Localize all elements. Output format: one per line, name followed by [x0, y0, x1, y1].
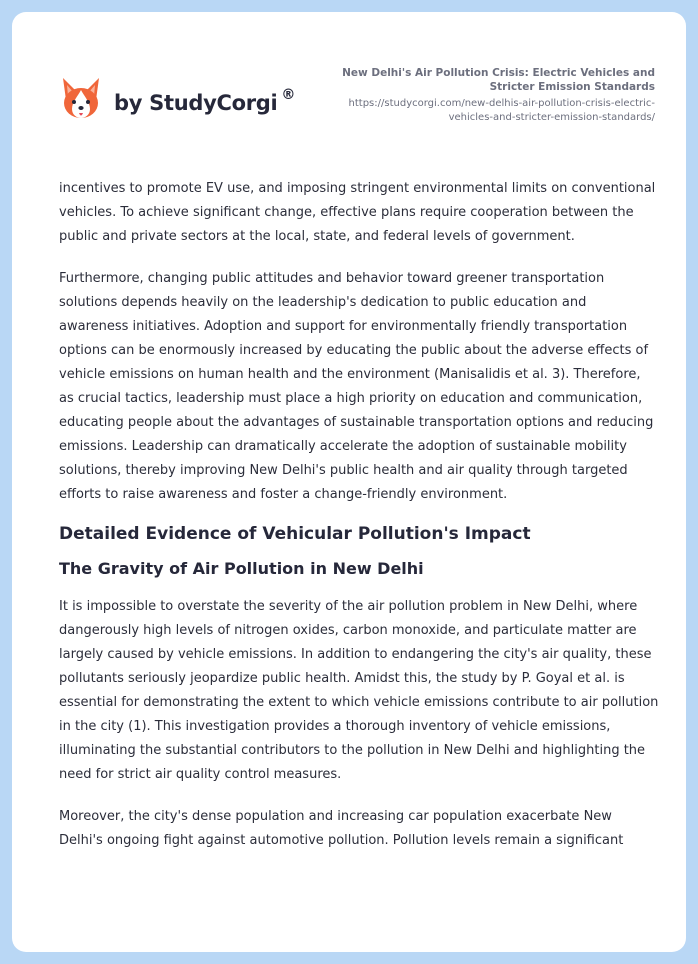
paragraph: incentives to promote EV use, and imposing stringent environmental limits on conventional vehicles. To achieve significant change, effective plans require cooperation between the public and private sectors at the local, state, and federal levels of government.: [59, 181, 656, 244]
corgi-logo-icon: [60, 76, 102, 122]
document-url[interactable]: https://studycorgi.com/new-delhis-air-pollution-crisis-electric-vehicles-and-stricter-emission-standards/: [348, 98, 655, 123]
section-heading: Detailed Evidence of Vehicular Pollution's Impact: [59, 524, 531, 544]
document-title: New Delhi's Air Pollution Crisis: Electric Vehicles and Stricter Emission Standards: [342, 67, 655, 93]
studycorgi-logo[interactable]: [60, 76, 295, 122]
paragraph: Moreover, the city's dense population and increasing car population exacerbate New Delhi's ongoing fight against automotive pollution. Pollution levels remain a significant: [59, 809, 624, 848]
brand-name: by StudyCorgi ®: [114, 87, 296, 115]
paragraph: It is impossible to overstate the severity of the air pollution problem in New Delhi, where dangerously high levels of nitrogen oxides, carbon monoxide, and particulate matter are largely caused by vehicle emissions. In addition to endangering the city's air quality, these pollutants seriously jeopardize public health. Amidst this, the study by P. Goyal et al. is essential for demonstrating the extent to which vehicle emissions contribute to air pollution in the city (1). This investigation provides a thorough inventory of vehicle emissions, illuminating the substantial contributors to the pollution in New Delhi and highlighting the need for strict air quality control measures.: [59, 599, 659, 782]
subsection-heading: The Gravity of Air Pollution in New Delhi: [59, 559, 424, 578]
paragraph: Furthermore, changing public attitudes and behavior toward greener transportation solutions depends heavily on the leadership's dedication to public education and awareness initiatives. Adoption and support for environmentally friendly transportation options can be enormously increased by educating the public about the adverse effects of vehicle emissions on human health and the environment (Manisalidis et al. 3). Therefore, as crucial tactics, leadership must place a high priority on education and communication, educating people about the advantages of sustainable transportation options and reducing emissions. Leadership can dramatically accelerate the adoption of sustainable mobility solutions, thereby improving New Delhi's public health and air quality through targeted efforts to raise awareness and foster a change-friendly environment.: [59, 271, 654, 502]
document-body: [59, 177, 659, 853]
document-meta: [315, 66, 655, 124]
document-page: [12, 12, 686, 952]
